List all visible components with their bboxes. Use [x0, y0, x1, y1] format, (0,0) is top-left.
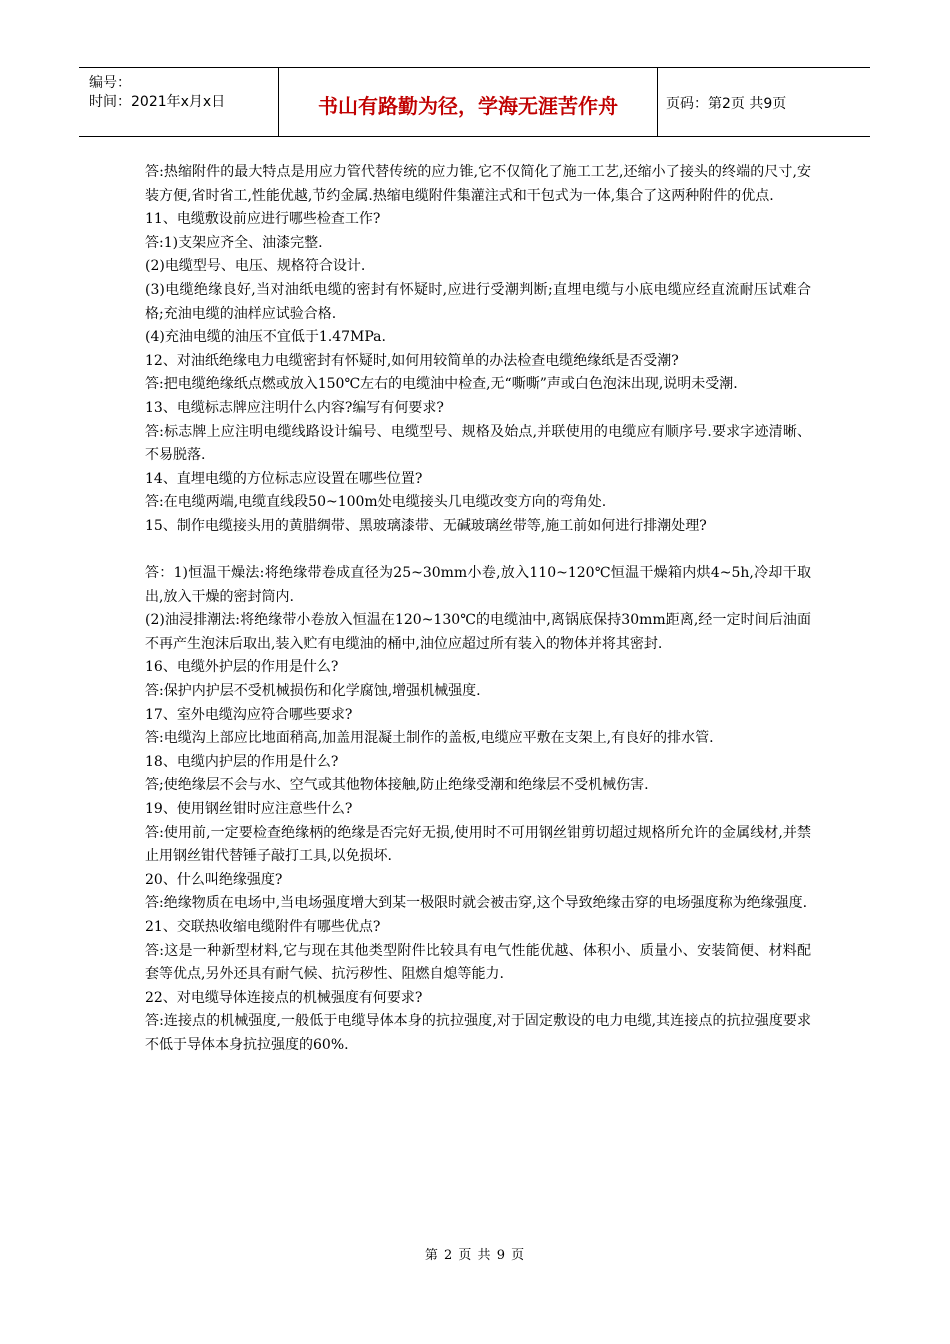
question: 21、交联热收缩电缆附件有哪些优点? [145, 919, 381, 935]
paragraph: 答:标志牌上应注明电缆线路设计编号、电缆型号、规格及始点,并联使用的电缆应有顺序号.要求字迹清晰、不易脱落. [145, 423, 811, 464]
document-body [145, 161, 811, 1058]
question: 16、电缆外护层的作用是什么? [145, 659, 339, 676]
code-label: 编号： [89, 75, 131, 91]
paragraph: (2)油浸排潮法:将绝缘带小卷放入恒温在120~130℃的电缆油中,离锅底保持30mm距离,经一定时间后油面不再产生泡沫后取出,装入贮有电缆油的桶中,油位应超过所有装入的物体并将其密封. [145, 612, 811, 652]
date-label: 时间：2021年x月x日 [89, 94, 226, 110]
question: 14、直埋电缆的方位标志应设置在哪些位置? [145, 470, 423, 487]
page-footer: 第 2 页 共 9 页 [424, 1248, 526, 1263]
paragraph: 答:把电缆绝缘纸点燃或放入150℃左右的电缆油中检查,无“嘶嘶”声或白色泡沫出现,说明未受潮. [145, 376, 738, 393]
paragraph: 答:热缩附件的最大特点是用应力管代替传统的应力锥,它不仅简化了施工工艺,还缩小了接头的终端的尺寸,安装方便,省时省工,性能优越,节约金属.热缩电缆附件集灌注式和干包式为一体,集合了这两种附件的优点. [145, 164, 811, 204]
question: 12、对油纸绝缘电力电缆密封有怀疑时,如何用较简单的办法检查电缆绝缘纸是否受潮? [145, 352, 679, 369]
question: 18、电缆内护层的作用是什么? [145, 753, 339, 770]
question: 13、电缆标志牌应注明什么内容?编写有何要求? [145, 399, 444, 416]
page-header [79, 67, 870, 137]
paragraph: 答;使绝缘层不会与水、空气或其他物体接触,防止绝缘受潮和绝缘层不受机械伤害. [145, 777, 649, 794]
paragraph: 答：1)恒温干燥法:将绝缘带卷成直径为25~30mm小卷,放入110~120℃恒温干燥箱内烘4~5h,冷却干取出,放入干燥的密封筒内. [145, 565, 811, 605]
paragraph: 答:在电缆两端,电缆直线段50~100m处电缆接头几电缆改变方向的弯角处. [145, 494, 607, 511]
header-meta [79, 68, 279, 136]
question: 19、使用钢丝钳时应注意些什么? [145, 801, 353, 818]
paragraph: (3)电缆绝缘良好,当对油纸电缆的密封有怀疑时,应进行受潮判断;直埋电缆与小底电缆应经直流耐压试难合格;充油电缆的油样应试验合格. [145, 281, 811, 322]
header-page-info: 页码：第2页 共9页 [666, 96, 787, 112]
paragraph: 答:绝缘物质在电场中,当电场强度增大到某一极限时就会被击穿,这个导致绝缘击穿的电场强度称为绝缘强度. [145, 895, 808, 912]
question: 11、电缆敷设前应进行哪些检查工作? [145, 211, 381, 228]
paragraph: 答:1)支架应齐全、油漆完整. [145, 234, 323, 251]
question: 15、制作电缆接头用的黄腊绸带、黑玻璃漆带、无碱玻璃丝带等,施工前如何进行排潮处理? [145, 517, 707, 534]
paragraph: (2)电缆型号、电压、规格符合设计. [145, 258, 366, 275]
paragraph: 答:这是一种新型材料,它与现在其他类型附件比较具有电气性能优越、体积小、质量小、安装简便、材料配套等优点,另外还具有耐气候、抗污秽性、阻燃自熄等能力. [145, 942, 811, 983]
question: 20、什么叫绝缘强度? [145, 871, 283, 888]
paragraph: 答:电缆沟上部应比地面稍高,加盖用混凝土制作的盖板,电缆应平敷在支架上,有良好的排水管. [145, 730, 714, 747]
header-motto: 书山有路勤为径，学海无涯苦作舟 [279, 68, 658, 136]
paragraph: 答:使用前,一定要检查绝缘柄的绝缘是否完好无损,使用时不可用钢丝钳剪切超过规格所允许的金属线材,并禁止用钢丝钳代替锤子敲打工具,以免损坏. [145, 824, 811, 865]
paragraph: (4)充油电缆的油压不宜低于1.47MPa. [145, 329, 386, 346]
question: 17、室外电缆沟应符合哪些要求? [145, 706, 353, 723]
paragraph: 答:连接点的机械强度,一般低于电缆导体本身的抗拉强度,对于固定敷设的电力电缆,其连接点的抗拉强度要求不低于导体本身抗拉强度的60%. [145, 1013, 811, 1053]
paragraph: 答:保护内护层不受机械损伤和化学腐蚀,增强机械强度. [145, 683, 481, 700]
question: 22、对电缆导体连接点的机械强度有何要求? [145, 989, 423, 1006]
